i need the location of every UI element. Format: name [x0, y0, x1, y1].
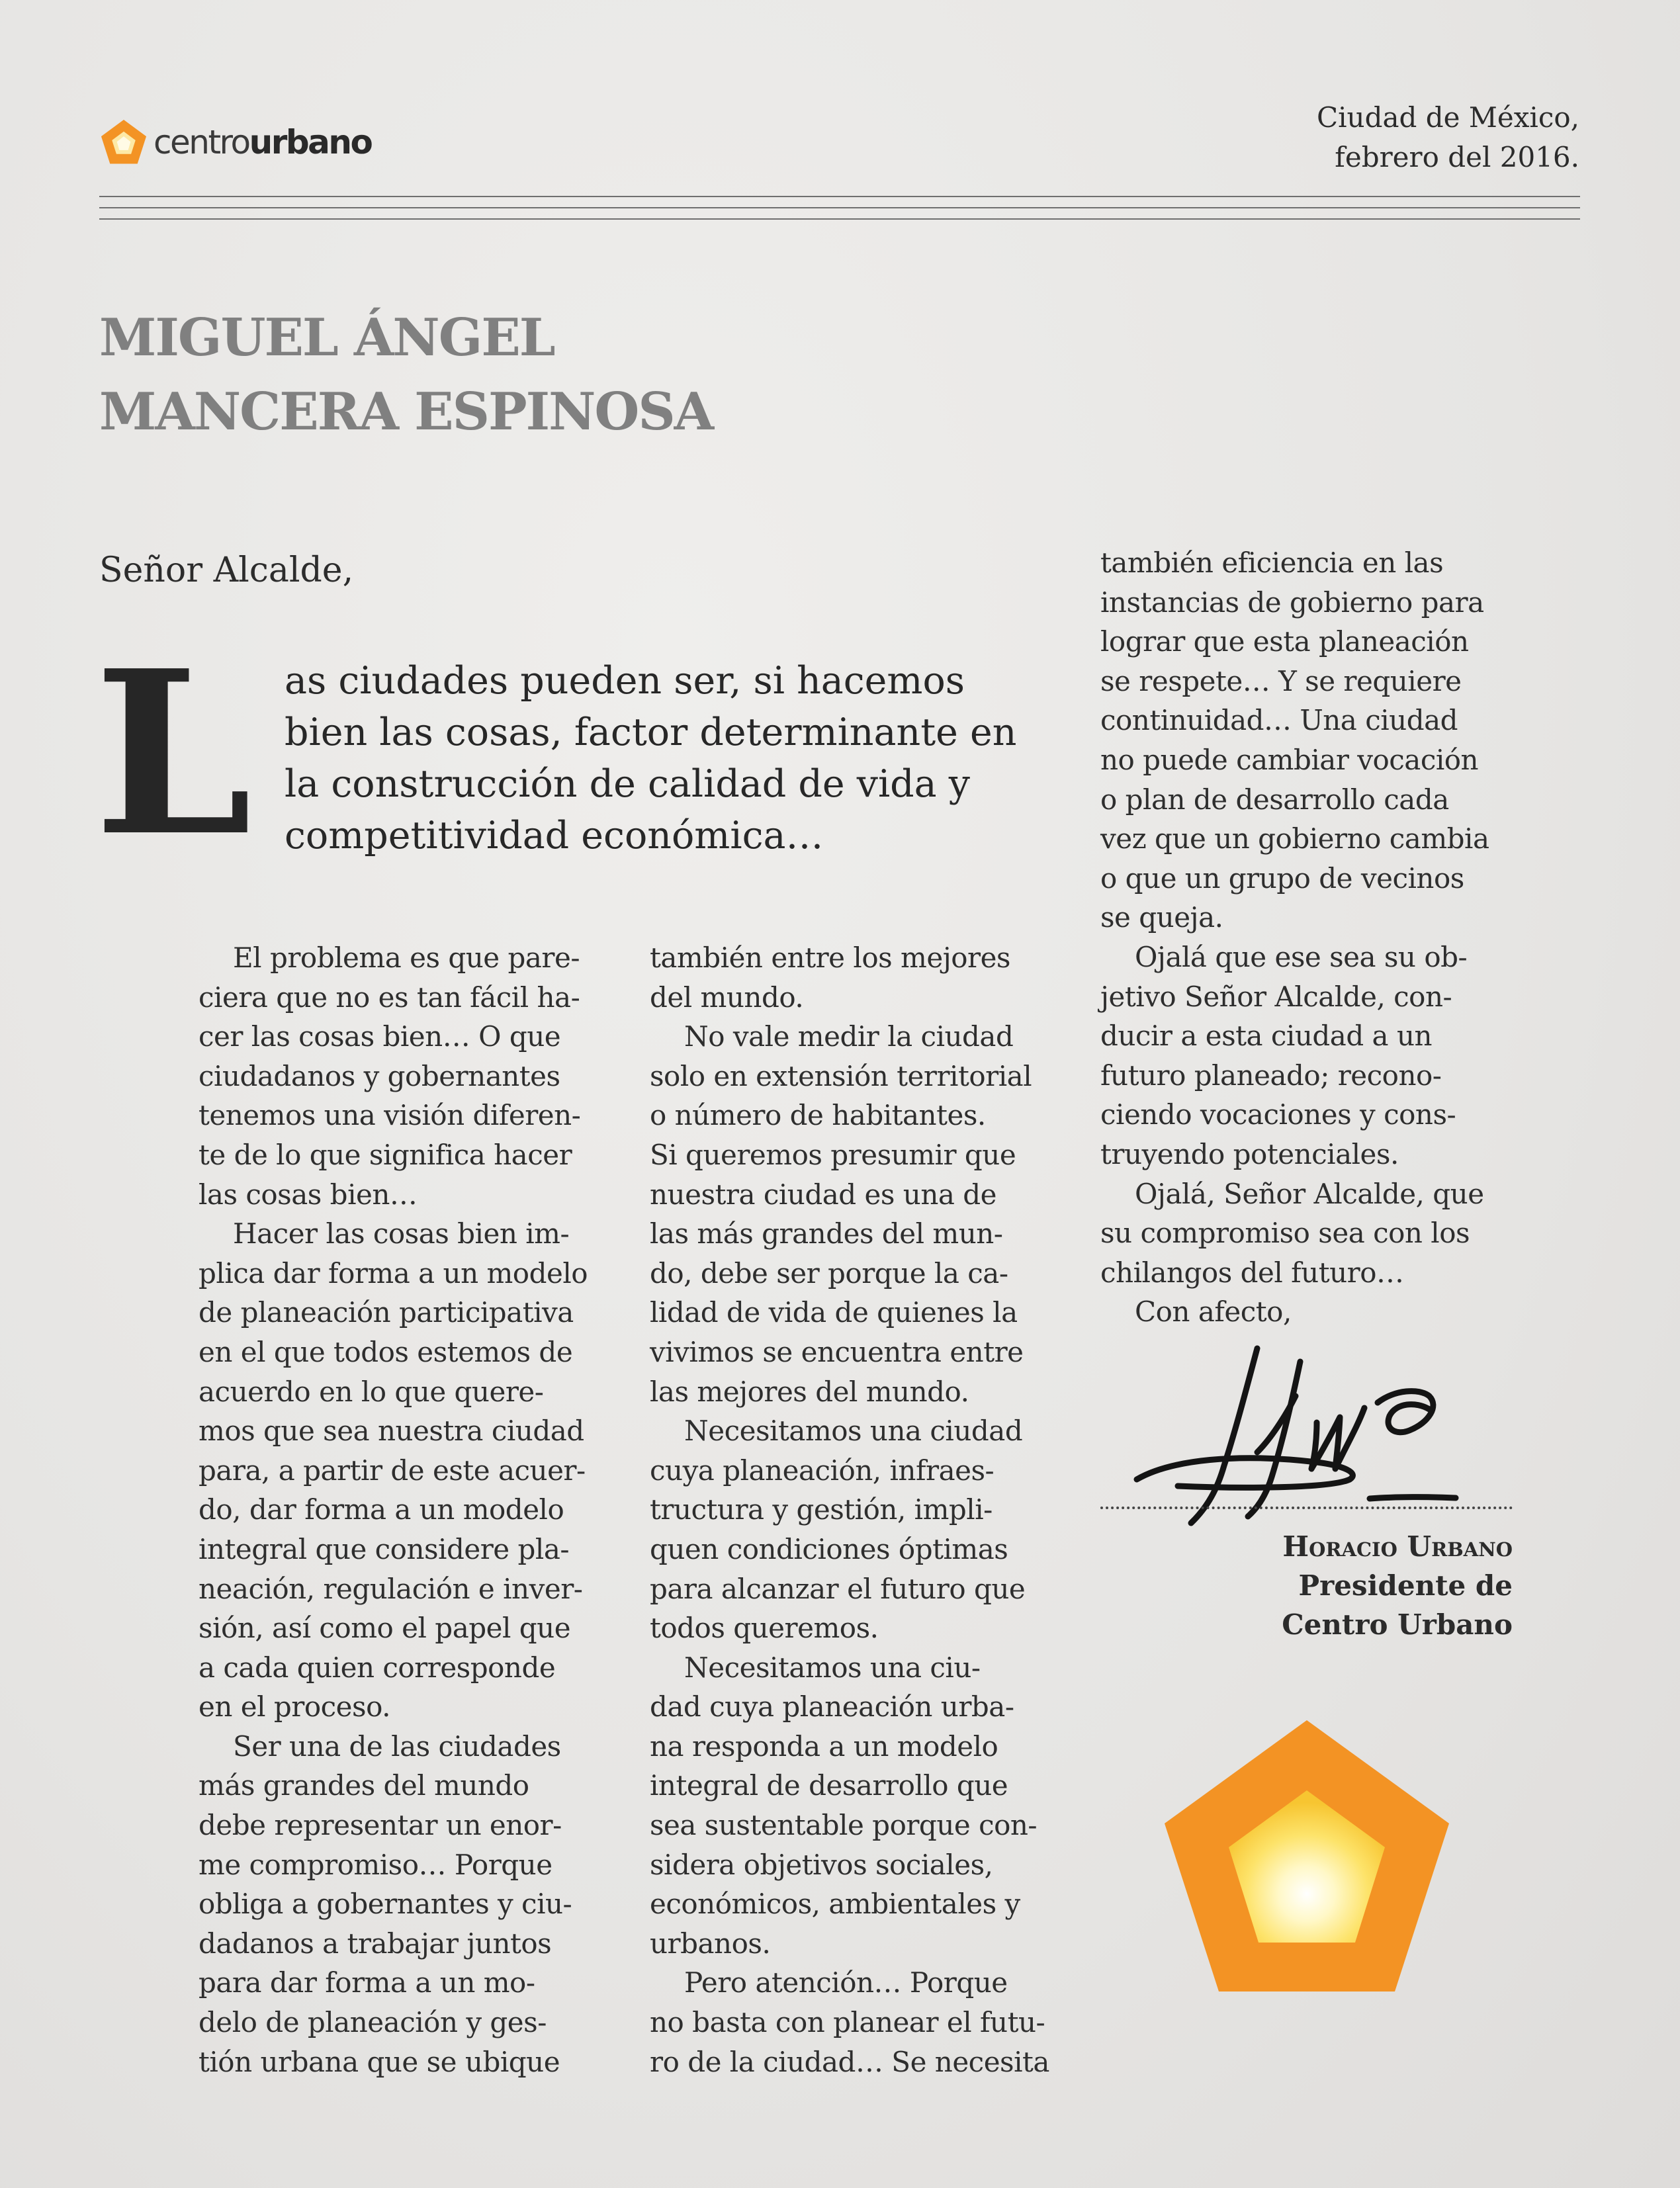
text-line: acuerdo en lo que quere- [199, 1375, 544, 1408]
text-line: o número de habitantes. [650, 1099, 986, 1132]
text-line: urbanos. [650, 1927, 771, 1960]
text-line: delo de planeación y ges- [199, 2006, 547, 2039]
text-line: chilangos del futuro… [1100, 1256, 1404, 1289]
text-line: Pero atención… Porque [684, 1966, 1008, 1999]
text-line: instancias de gobierno para [1100, 586, 1484, 619]
text-line: en el proceso. [199, 1690, 390, 1724]
text-line: futuro planeado; recono- [1100, 1059, 1442, 1092]
handwritten-signature [1118, 1330, 1509, 1542]
signer-name: Horacio Urbano [1282, 1530, 1513, 1563]
header-rule [99, 218, 1580, 220]
text-line: tenemos una visión diferen- [199, 1099, 581, 1132]
centrourbano-logo [99, 116, 371, 169]
signature-line [1100, 1507, 1513, 1509]
salutation: Señor Alcalde, [99, 550, 354, 590]
text-line: más grandes del mundo [199, 1769, 529, 1802]
text-line: El problema es que pare- [233, 941, 580, 974]
text-line: integral que considere pla- [199, 1532, 570, 1565]
text-line: quen condiciones óptimas [650, 1532, 1008, 1565]
text-line: No vale medir la ciudad [684, 1020, 1014, 1053]
text-line: de planeación participativa [199, 1296, 574, 1329]
text-line: continuidad… Una ciudad [1100, 704, 1458, 737]
text-line: ciera que no es tan fácil ha- [199, 981, 580, 1014]
text-line: na responda a un modelo [650, 1729, 998, 1763]
text-line: cer las cosas bien… O que [199, 1020, 561, 1053]
body-column-2 [650, 938, 1067, 2081]
text-line: mos que sea nuestra ciudad [199, 1415, 584, 1448]
text-line: también entre los mejores [650, 941, 1010, 974]
text-line: ciendo vocaciones y cons- [1100, 1098, 1456, 1131]
body-column-1 [199, 938, 615, 2081]
text-line: o que un grupo de vecinos [1100, 861, 1464, 895]
text-line: Hacer las cosas bien im- [233, 1217, 570, 1250]
text-line: obliga a gobernantes y ciu- [199, 1888, 572, 1921]
text-line: las mejores del mundo. [650, 1375, 969, 1408]
text-line: lograr que esta planeación [1100, 625, 1469, 658]
text-line: tión urbana que se ubique [199, 2045, 560, 2078]
text-line: para dar forma a un mo- [199, 1966, 535, 1999]
signer-title: Presidente de [1298, 1569, 1513, 1602]
text-line: no puede cambiar vocación [1100, 743, 1479, 776]
text-line: ciudadanos y gobernantes [199, 1059, 560, 1092]
pentagon-emblem-icon [1165, 1720, 1449, 1998]
text-line: Necesitamos una ciudad [684, 1415, 1023, 1448]
text-line: también eficiencia en las [1100, 547, 1444, 579]
text-line: Ser una de las ciudades [233, 1729, 561, 1763]
text-line: neación, regulación e inver- [199, 1572, 583, 1605]
recipient-name: MIGUEL ÁNGEL MANCERA ESPINOSA [99, 308, 713, 442]
text-line: Necesitamos una ciu- [684, 1651, 981, 1684]
text-line: Con afecto, [1135, 1295, 1292, 1329]
header-rule [99, 207, 1580, 208]
text-line: todos queremos. [650, 1612, 879, 1645]
place: Ciudad de México, [1316, 101, 1579, 134]
text-line: debe representar un enor- [199, 1809, 562, 1842]
logo-wordmark: centrourbano [154, 123, 372, 161]
date: febrero del 2016. [1335, 141, 1579, 173]
text-line: plica dar forma a un modelo [199, 1256, 588, 1290]
pentagon-logo-icon [99, 118, 148, 167]
text-line: Si queremos presumir que [650, 1138, 1016, 1171]
header-rule [99, 196, 1580, 197]
signer-block [1102, 1527, 1513, 1644]
text-line: nuestra ciudad es una de [650, 1178, 997, 1211]
text-line: ro de la ciudad… Se necesita [650, 2045, 1049, 2078]
text-line: Ojalá que ese sea su ob- [1135, 940, 1468, 973]
signer-organization: Centro Urbano [1282, 1608, 1513, 1641]
text-line: Ojalá, Señor Alcalde, que [1135, 1177, 1484, 1210]
text-line: dad cuya planeación urba- [650, 1690, 1014, 1724]
text-line: cuya planeación, infraes- [650, 1454, 995, 1487]
text-line: lidad de vida de quienes la [650, 1296, 1018, 1329]
text-line: solo en extensión territorial [650, 1059, 1032, 1092]
text-line: para, a partir de este acuer- [199, 1454, 586, 1487]
text-line: del mundo. [650, 981, 804, 1014]
text-line: tructura y gestión, impli- [650, 1493, 993, 1526]
text-line: sidera objetivos sociales, [650, 1848, 993, 1881]
text-line: las cosas bien… [199, 1178, 418, 1211]
text-line: vivimos se encuentra entre [650, 1335, 1024, 1368]
text-line: se respete… Y se requiere [1100, 664, 1462, 697]
body-column-3 [1100, 543, 1517, 1332]
text-line: en el que todos estemos de [199, 1335, 573, 1368]
text-line: económicos, ambientales y [650, 1888, 1020, 1921]
text-line: sión, así como el papel que [199, 1612, 571, 1645]
text-line: integral de desarrollo que [650, 1769, 1008, 1802]
text-line: te de lo que significa hacer [199, 1138, 572, 1171]
text-line: dadanos a trabajar juntos [199, 1927, 552, 1960]
place-and-date [1116, 98, 1579, 177]
text-line: jetivo Señor Alcalde, con- [1100, 980, 1452, 1013]
text-line: las más grandes del mun- [650, 1217, 1003, 1250]
lead-paragraph: as ciudades pueden ser, si hacemos bien las cosas, factor determinante en la construcción de calidad de vida y competitividad económica… [285, 659, 1017, 857]
text-line: para alcanzar el futuro que [650, 1572, 1026, 1605]
text-line: su compromiso sea con los [1100, 1217, 1470, 1250]
text-line: do, debe ser porque la ca- [650, 1256, 1008, 1290]
text-line: do, dar forma a un modelo [199, 1493, 564, 1526]
text-line: vez que un gobierno cambia [1100, 822, 1489, 855]
text-line: o plan de desarrollo cada [1100, 783, 1449, 816]
text-line: a cada quien corresponde [199, 1651, 556, 1684]
drop-cap: L [94, 622, 253, 886]
text-line: se queja. [1100, 901, 1223, 934]
text-line: sea sustentable porque con- [650, 1809, 1038, 1842]
text-line: ducir a esta ciudad a un [1100, 1020, 1433, 1053]
text-line: no basta con planear el futu- [650, 2006, 1045, 2039]
text-line: truyendo potenciales. [1100, 1137, 1399, 1170]
text-line: me compromiso… Porque [199, 1848, 553, 1881]
